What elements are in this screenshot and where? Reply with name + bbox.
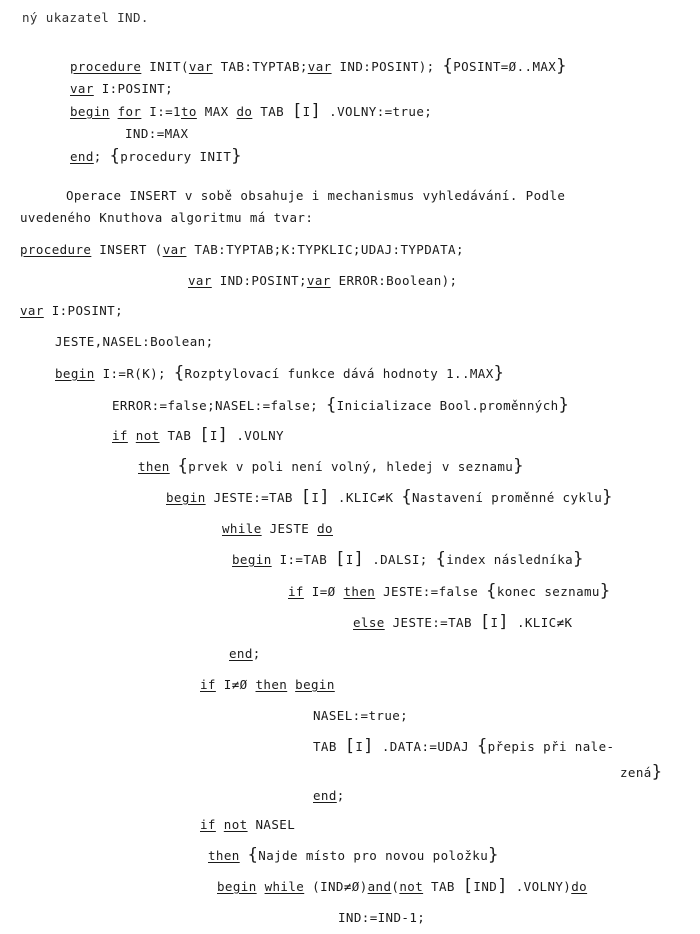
text-segment: I — [209, 428, 218, 443]
text-segment: uvedeného Knuthova algoritmu má tvar: — [20, 210, 314, 225]
bracket: ] — [353, 549, 365, 569]
code-line — [200, 677, 335, 693]
text-segment: INSERT ( — [91, 242, 163, 257]
text-segment: .VOLNY:=true; — [321, 104, 433, 119]
bracket: { — [435, 549, 447, 569]
keyword: do — [317, 521, 333, 536]
bracket: ] — [319, 487, 330, 507]
text-segment: ERROR:=false;NASEL:=false; — [112, 398, 326, 413]
text-segment: (IND≠Ø) — [304, 879, 368, 894]
bracket: { — [177, 456, 189, 476]
bracket: } — [558, 395, 570, 415]
bracket: } — [513, 456, 524, 476]
bracket: } — [493, 363, 505, 383]
text-segment: I — [302, 104, 311, 119]
keyword: then — [208, 848, 240, 863]
text-segment: .VOLNY) — [507, 879, 572, 894]
bracket: { — [486, 581, 497, 601]
text-segment: IND:POSINT); — [331, 59, 443, 74]
code-line — [70, 56, 567, 76]
keyword: then — [255, 677, 288, 692]
text-segment: I:POSINT; — [43, 303, 124, 318]
keyword: var — [188, 273, 212, 288]
code-line — [55, 363, 505, 383]
bracket: [ — [199, 425, 210, 445]
text-segment: JESTE — [261, 521, 318, 536]
code-line — [138, 456, 524, 476]
bracket: { — [247, 845, 259, 865]
bracket: ] — [217, 425, 229, 445]
text-segment: IND:=IND-1; — [338, 910, 426, 925]
keyword: not — [399, 879, 424, 894]
text-segment: ; — [93, 149, 110, 164]
text-segment: TAB:TYPTAB;K:TYPKLIC;UDAJ:TYPDATA; — [186, 242, 464, 257]
keyword: not — [135, 428, 160, 443]
text-segment: JESTE,NASEL:Boolean; — [55, 334, 214, 349]
keyword: end — [313, 788, 337, 803]
text-segment: IND:POSINT; — [211, 273, 307, 288]
text-segment: .VOLNY — [228, 428, 284, 443]
code-line — [288, 581, 611, 601]
code-line — [20, 242, 464, 258]
text-segment: Nastavení proměnné cyklu — [411, 490, 603, 505]
keyword: not — [223, 817, 248, 832]
text-segment: přepis při nale- — [487, 739, 615, 754]
keyword: to — [181, 104, 197, 119]
keyword: else — [353, 615, 385, 630]
text-segment: .KLIC≠K — [509, 615, 573, 630]
text-segment: procedury INIT — [120, 149, 232, 164]
keyword: then — [138, 459, 170, 474]
text-segment: MAX — [196, 104, 237, 119]
keyword: do — [571, 879, 588, 894]
bracket: [ — [479, 612, 491, 632]
code-line — [22, 10, 149, 26]
keyword: begin — [217, 879, 257, 894]
bracket: ] — [363, 736, 374, 756]
bracket: [ — [335, 549, 346, 569]
text-segment: I:=TAB — [271, 552, 336, 567]
code-line — [125, 126, 188, 142]
text-segment: I — [345, 552, 354, 567]
bracket: [ — [292, 101, 303, 121]
keyword: end — [70, 149, 94, 164]
code-line — [70, 101, 433, 121]
bracket: } — [651, 762, 663, 782]
code-line — [200, 817, 295, 833]
keyword: var — [306, 273, 331, 288]
bracket: { — [173, 363, 185, 383]
keyword: if — [288, 584, 304, 599]
keyword: procedure — [70, 59, 142, 74]
bracket: [ — [300, 487, 312, 507]
text-segment: ERROR:Boolean); — [330, 273, 458, 288]
code-line — [217, 876, 588, 896]
keyword: var — [307, 59, 332, 74]
keyword: if — [200, 677, 216, 692]
text-segment — [216, 817, 224, 832]
keyword: end — [229, 646, 253, 661]
keyword: begin — [55, 366, 95, 381]
text-segment: ; — [336, 788, 345, 803]
text-segment: I — [490, 615, 499, 630]
code-line — [166, 487, 613, 507]
text-segment: .DATA:=UDAJ — [373, 739, 477, 754]
text-segment: INIT( — [141, 59, 189, 74]
bracket: } — [488, 845, 499, 865]
bracket: } — [602, 487, 613, 507]
text-segment: I — [355, 739, 364, 754]
code-line — [229, 646, 261, 662]
bracket: ] — [310, 101, 322, 121]
text-segment: Rozptylovací funkce dává hodnoty 1..MAX — [184, 366, 494, 381]
code-line — [353, 612, 573, 632]
text-segment — [257, 879, 265, 894]
bracket: } — [599, 581, 611, 601]
keyword: begin — [166, 490, 206, 505]
text-segment: IND — [473, 879, 498, 894]
text-segment: TAB — [313, 739, 345, 754]
text-segment: I:=R(K); — [94, 366, 174, 381]
keyword: begin — [295, 677, 335, 692]
code-line — [20, 210, 313, 226]
bracket: } — [573, 549, 584, 569]
text-segment: ( — [391, 879, 400, 894]
bracket: } — [556, 56, 567, 76]
text-segment: prvek v poli není volný, hledej v seznamu — [188, 459, 514, 474]
code-line — [112, 425, 284, 445]
bracket: [ — [462, 876, 474, 896]
text-segment: Operace INSERT v sobě obsahuje i mechanismus vyhledávání. Podle — [66, 188, 566, 203]
code-line — [20, 303, 123, 319]
code-line — [70, 146, 242, 166]
code-line — [112, 395, 570, 415]
text-segment: NASEL:=true; — [313, 708, 409, 723]
text-segment — [287, 677, 295, 692]
text-segment: I≠Ø — [215, 677, 256, 692]
text-segment: TAB — [423, 879, 463, 894]
keyword: for — [117, 104, 142, 119]
text-segment: konec seznamu — [496, 584, 600, 599]
keyword: do — [236, 104, 253, 119]
text-segment: ný ukazatel IND. — [22, 10, 149, 25]
bracket: { — [476, 736, 488, 756]
code-line — [208, 845, 499, 865]
text-segment: ; — [252, 646, 261, 661]
bracket: { — [326, 395, 337, 415]
text-segment: .DALSI; — [364, 552, 436, 567]
bracket: [ — [344, 736, 356, 756]
text-segment: index následníka — [446, 552, 574, 567]
text-segment: TAB — [159, 428, 200, 443]
text-segment: I — [311, 490, 320, 505]
text-segment: I:POSINT; — [93, 81, 174, 96]
text-segment: I:=1 — [141, 104, 181, 119]
bracket: } — [231, 146, 242, 166]
keyword: if — [112, 428, 128, 443]
keyword: and — [367, 879, 392, 894]
keyword: var — [20, 303, 44, 318]
bracket: ] — [498, 612, 510, 632]
code-line — [313, 708, 408, 724]
code-line — [313, 736, 615, 756]
text-segment: zená — [620, 765, 652, 780]
text-segment: NASEL — [247, 817, 296, 832]
keyword: begin — [70, 104, 110, 119]
text-segment: Inicializace Bool.proměnných — [336, 398, 559, 413]
bracket: { — [401, 487, 412, 507]
text-segment: Najde místo pro novou položku — [258, 848, 489, 863]
text-segment: JESTE:=TAB — [384, 615, 480, 630]
text-segment — [110, 104, 118, 119]
text-segment — [170, 459, 178, 474]
keyword: while — [222, 521, 262, 536]
keyword: then — [343, 584, 376, 599]
keyword: procedure — [20, 242, 92, 257]
keyword: var — [70, 81, 94, 96]
keyword: var — [188, 59, 213, 74]
bracket: { — [109, 146, 121, 166]
keyword: if — [200, 817, 216, 832]
code-line — [313, 788, 345, 804]
text-segment: TAB — [252, 104, 292, 119]
keyword: while — [264, 879, 305, 894]
code-line — [620, 762, 663, 782]
text-segment — [128, 428, 136, 443]
code-line — [232, 549, 584, 569]
keyword: begin — [232, 552, 272, 567]
text-segment: I=Ø — [303, 584, 344, 599]
text-segment — [240, 848, 248, 863]
text-segment: TAB:TYPTAB; — [212, 59, 308, 74]
bracket: { — [442, 56, 454, 76]
text-segment: IND:=MAX — [125, 126, 189, 141]
code-line — [222, 521, 333, 537]
code-line — [66, 188, 565, 204]
bracket: ] — [497, 876, 508, 896]
code-line — [55, 334, 214, 350]
code-line — [188, 273, 457, 289]
code-line — [338, 910, 425, 926]
code-line — [70, 81, 173, 97]
text-segment: JESTE:=TAB — [205, 490, 301, 505]
keyword: var — [162, 242, 187, 257]
text-segment: .KLIC≠K — [329, 490, 402, 505]
text-segment: JESTE:=false — [375, 584, 487, 599]
text-segment: POSINT=Ø..MAX — [453, 59, 557, 74]
